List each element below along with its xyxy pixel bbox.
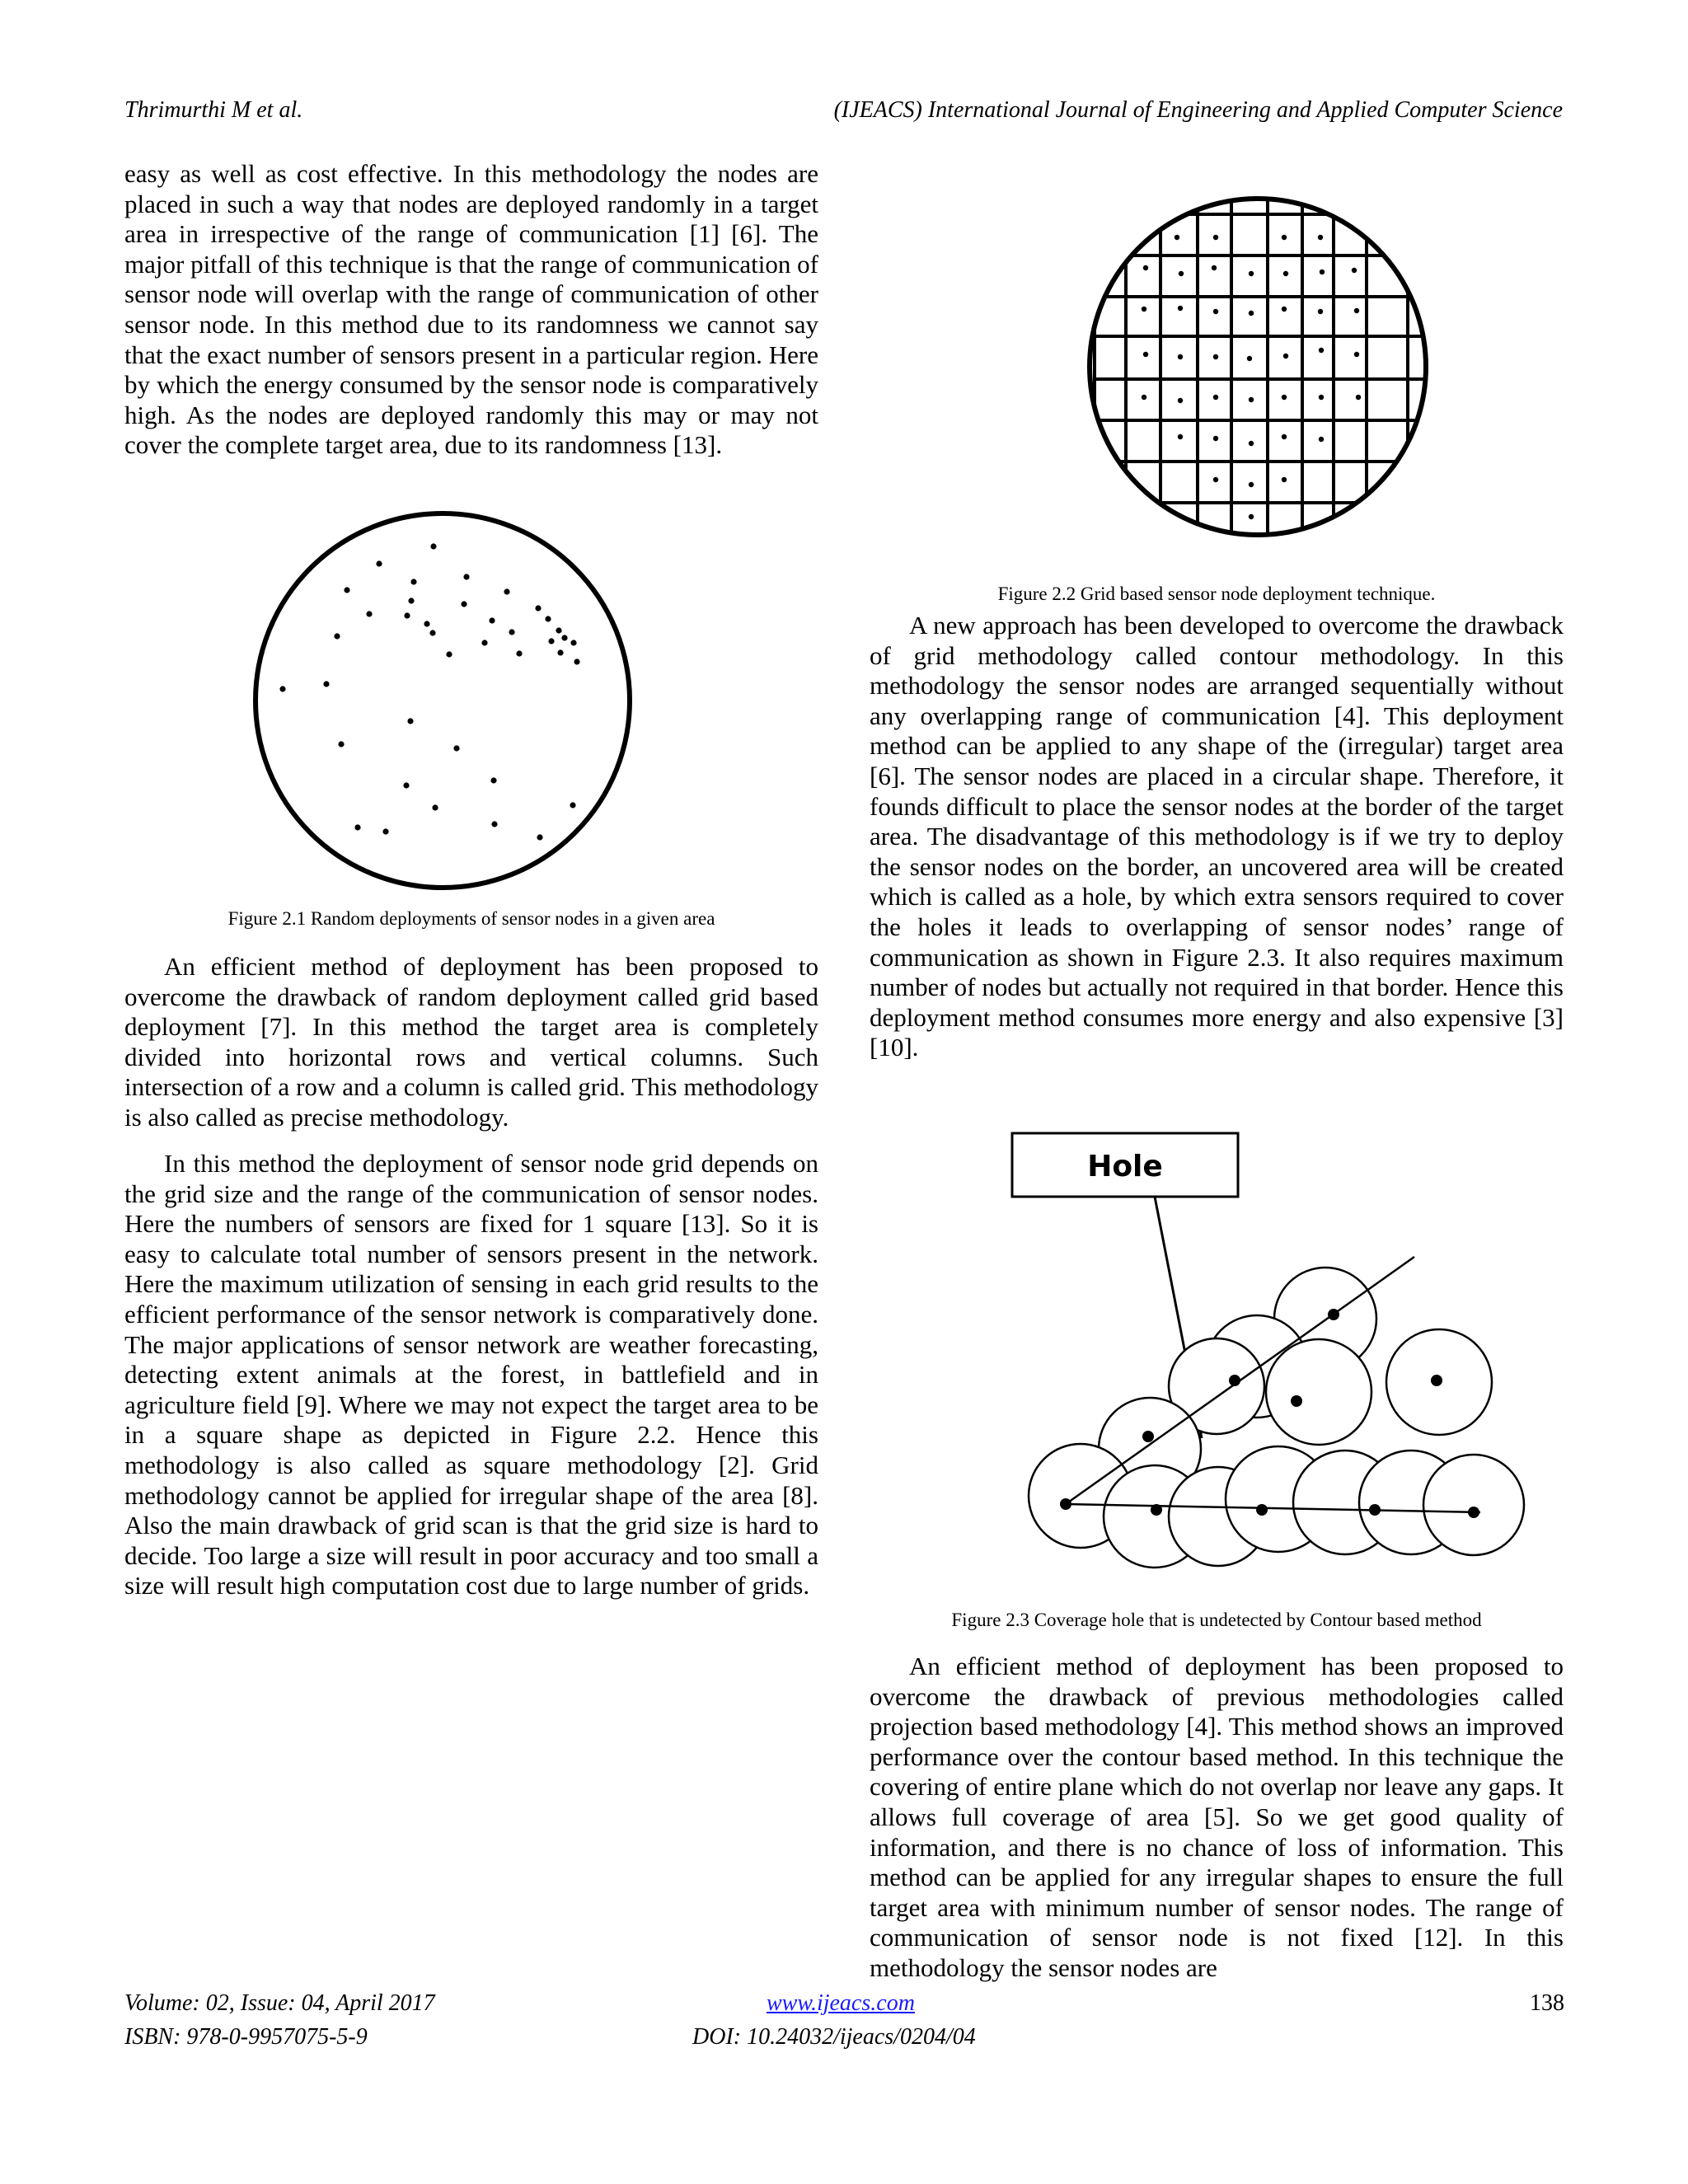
sensor-node: [1178, 354, 1183, 359]
left-paragraph-1: easy as well as cost effective. In this methodology the nodes are placed in such a way that nodes are deployed randomly in a target area in irrespective of the range of communication [1] [6]. The major pitfall of this technique is that the range of communication of sensor node will overlap with the range of communication of other sensor node. In this method due to its randomness we cannot say that the exact number of sensors present in a particular region. Here by which the energy consumed by the sensor node is comparatively high. As the nodes are deployed randomly this may or may not cover the complete target area, due to its randomness [13].: [124, 159, 818, 460]
sensor-node: [354, 824, 360, 830]
sensor-node: [432, 804, 438, 810]
sensor-node: [463, 574, 469, 579]
sensor-node: [1249, 311, 1254, 316]
sensor-node: [1178, 434, 1183, 439]
sensor-node: [1143, 352, 1148, 357]
sensor-node: [1282, 434, 1287, 439]
sensor-node: [323, 681, 329, 687]
sensor-node: [1256, 1504, 1268, 1516]
sensor-node: [376, 560, 382, 566]
sensor-node: [382, 828, 388, 834]
sensor-node: [570, 640, 576, 645]
sensor-node: [574, 658, 579, 664]
left-paragraph-2: An efficient method of deployment has been proposed to overcome the drawback of random deployment called grid based deployment [7]. In this method the target area is completely divided into horizontal rows and vertical columns. Such intersection of a row and a column is called grid. This methodology is also called as precise methodology.: [124, 952, 818, 1132]
figure-2-2-caption: Figure 2.2 Grid based sensor node deployment technique.: [997, 583, 1436, 604]
sensor-node: [1178, 306, 1183, 311]
sensor-node: [1213, 309, 1218, 314]
figure-2-3-coverage-hole: [1012, 1129, 1540, 1582]
sensor-node: [537, 834, 542, 840]
sensor-node: [1060, 1498, 1071, 1510]
sensor-node: [366, 611, 372, 616]
sensor-node: [1212, 265, 1217, 270]
right-paragraph-2: An efficient method of deployment has been proposed to overcome the drawback of previous methodologies called projection based methodology [4]. This method shows an improved performance over the contour based method. In this technique the covering of entire plane which do not overlap nor leave any gaps. It allows full coverage of area [5]. So we get good quality of information, and there is no chance of loss of information. This method can be applied for any irregular shapes to ensure the full target area with minimum number of sensor nodes. The range of communication of sensor node is not fixed [12]. In this methodology the sensor nodes are: [870, 1652, 1564, 1982]
sensor-node: [1142, 1431, 1154, 1442]
footer-volume: Volume: 02, Issue: 04, April 2017: [124, 1990, 435, 2016]
sensor-node: [1151, 1504, 1162, 1516]
sensor-node: [1354, 352, 1359, 357]
sensor-node: [403, 782, 409, 788]
sensor-node: [1249, 514, 1254, 519]
coverage-circle: [1266, 1339, 1372, 1445]
sensor-node: [1319, 348, 1324, 353]
sensor-node: [338, 741, 344, 747]
footer-website-link[interactable]: www.ijeacs.com: [767, 1990, 915, 2016]
sensor-node: [1320, 269, 1325, 274]
sensor-node: [1369, 1504, 1381, 1516]
sensor-node: [1213, 354, 1218, 359]
sensor-node: [1213, 235, 1218, 240]
sensor-node: [1175, 235, 1179, 240]
sensor-node: [504, 588, 509, 594]
sensor-node: [1249, 271, 1254, 276]
footer-page-number: 138: [1530, 1990, 1564, 2016]
sensor-node: [561, 635, 567, 640]
sensor-node: [446, 651, 452, 657]
sensor-node: [1356, 395, 1361, 400]
figure-2-1-random-deployment: [249, 527, 636, 874]
sensor-node: [1249, 441, 1254, 446]
sensor-node: [1213, 395, 1218, 400]
sensor-node: [1282, 395, 1287, 400]
sensor-node: [1142, 307, 1146, 312]
sensor-node: [535, 605, 541, 611]
sensor-node: [404, 612, 410, 618]
figure-2-2-grid-deployment: [1095, 181, 1441, 552]
sensor-node: [1318, 309, 1323, 314]
sensor-node: [545, 616, 551, 621]
sensor-node: [1431, 1375, 1442, 1386]
sensor-node: [1249, 397, 1254, 402]
sensor-node: [1283, 354, 1288, 359]
sensor-node: [1282, 477, 1287, 482]
sensor-node: [557, 649, 563, 655]
footer-doi: DOI: 10.24032/ijeacs/0204/04: [692, 2024, 976, 2050]
sensor-node: [410, 579, 416, 584]
sensor-node: [1354, 308, 1359, 313]
coverage-circle: [1423, 1455, 1524, 1555]
sensor-node: [1328, 1309, 1339, 1320]
sensor-node: [491, 821, 497, 827]
sensor-node: [1178, 398, 1183, 403]
sensor-node: [1282, 235, 1287, 240]
sensor-node: [1352, 268, 1357, 273]
target-area-circle: [256, 513, 630, 888]
left-paragraph-3: In this method the deployment of sensor node grid depends on the grid size and the range of the communication of sensor nodes. Here the numbers of sensors are fixed for 1 square [13]. So it is easy to calculate total number of sensors present in the network. Here the maximum utilization of sensing in each grid results to the efficient performance of the sensor network is comparatively done. The major applications of sensor network are weather forecasting, detecting extent animals at the forest, in battlefield and in agriculture field [9]. Where we may not expect the target area to be in a square shape as depicted in Figure 2.2. Hence this methodology is also called as square methodology [2]. Grid methodology cannot be applied for irregular shape of the area [8]. Also the main drawback of grid scan is that the grid size is hard to decide. Too large a size will result in poor accuracy and too small a size will result high computation cost due to large number of grids.: [124, 1149, 818, 1601]
sensor-node: [1142, 395, 1146, 400]
sensor-node: [1247, 356, 1252, 361]
sensor-node: [1291, 1395, 1302, 1407]
sensor-node: [1319, 437, 1324, 442]
sensor-node: [424, 621, 429, 626]
sensor-node: [461, 601, 467, 607]
target-area-circle: [1090, 199, 1426, 535]
sensor-node: [509, 629, 514, 635]
sensor-node: [548, 638, 554, 644]
figure-2-3-caption: Figure 2.3 Coverage hole that is undetected by Contour based method: [951, 1610, 1482, 1630]
sensor-node: [1213, 477, 1218, 482]
sensor-node: [481, 640, 487, 645]
running-author: Thrimurthi M et al.: [124, 97, 303, 123]
sensor-node: [344, 587, 349, 593]
sensor-node: [453, 745, 459, 751]
sensor-node: [1282, 307, 1287, 312]
sensor-node: [1229, 1375, 1240, 1386]
sensor-node: [1283, 271, 1288, 276]
sensor-node: [489, 617, 495, 623]
sensor-node: [570, 802, 575, 808]
sensor-node: [1468, 1507, 1479, 1518]
figure-2-1-caption: Figure 2.1 Random deployments of sensor nodes in a given area: [227, 908, 715, 929]
sensor-node: [430, 543, 436, 549]
sensor-node: [556, 627, 561, 633]
sensor-node: [279, 686, 285, 691]
sensor-node: [1319, 395, 1324, 400]
sensor-node: [429, 630, 435, 635]
sensor-node: [1318, 235, 1323, 240]
sensor-node: [1179, 271, 1184, 276]
running-journal-title: (IJEACS) International Journal of Engineering and Applied Computer Science: [833, 97, 1563, 123]
footer-isbn: ISBN: 978-0-9957075-5-9: [124, 2024, 368, 2050]
sensor-node: [334, 633, 340, 639]
hole-label: Hole: [1087, 1150, 1163, 1183]
sensor-node: [407, 718, 413, 724]
sensor-node: [1213, 436, 1218, 441]
sensor-node: [408, 598, 414, 603]
sensor-node: [1143, 265, 1148, 270]
sensor-node: [490, 777, 496, 783]
sensor-node: [1249, 482, 1254, 487]
right-paragraph-1: A new approach has been developed to overcome the drawback of grid methodology called contour methodology. In this methodology the sensor nodes are arranged sequentially without any overlapping range of communication [4]. This deployment method can be applied to any shape of the (irregular) target area [6]. The sensor nodes are placed in a circular shape. Therefore, it founds difficult to place the sensor nodes at the border of the target area. The disadvantage of this methodology is if we try to deploy the sensor nodes on the border, an uncovered area will be created which is called as a hole, by which extra sensors required to cover the holes it leads to overlapping of sensor nodes’ range of communication as shown in Figure 2.3. It also requires maximum number of nodes but actually not required in that border. Hence this deployment method consumes more energy and also expensive [3][10].: [870, 611, 1564, 1062]
sensor-node: [516, 650, 522, 656]
